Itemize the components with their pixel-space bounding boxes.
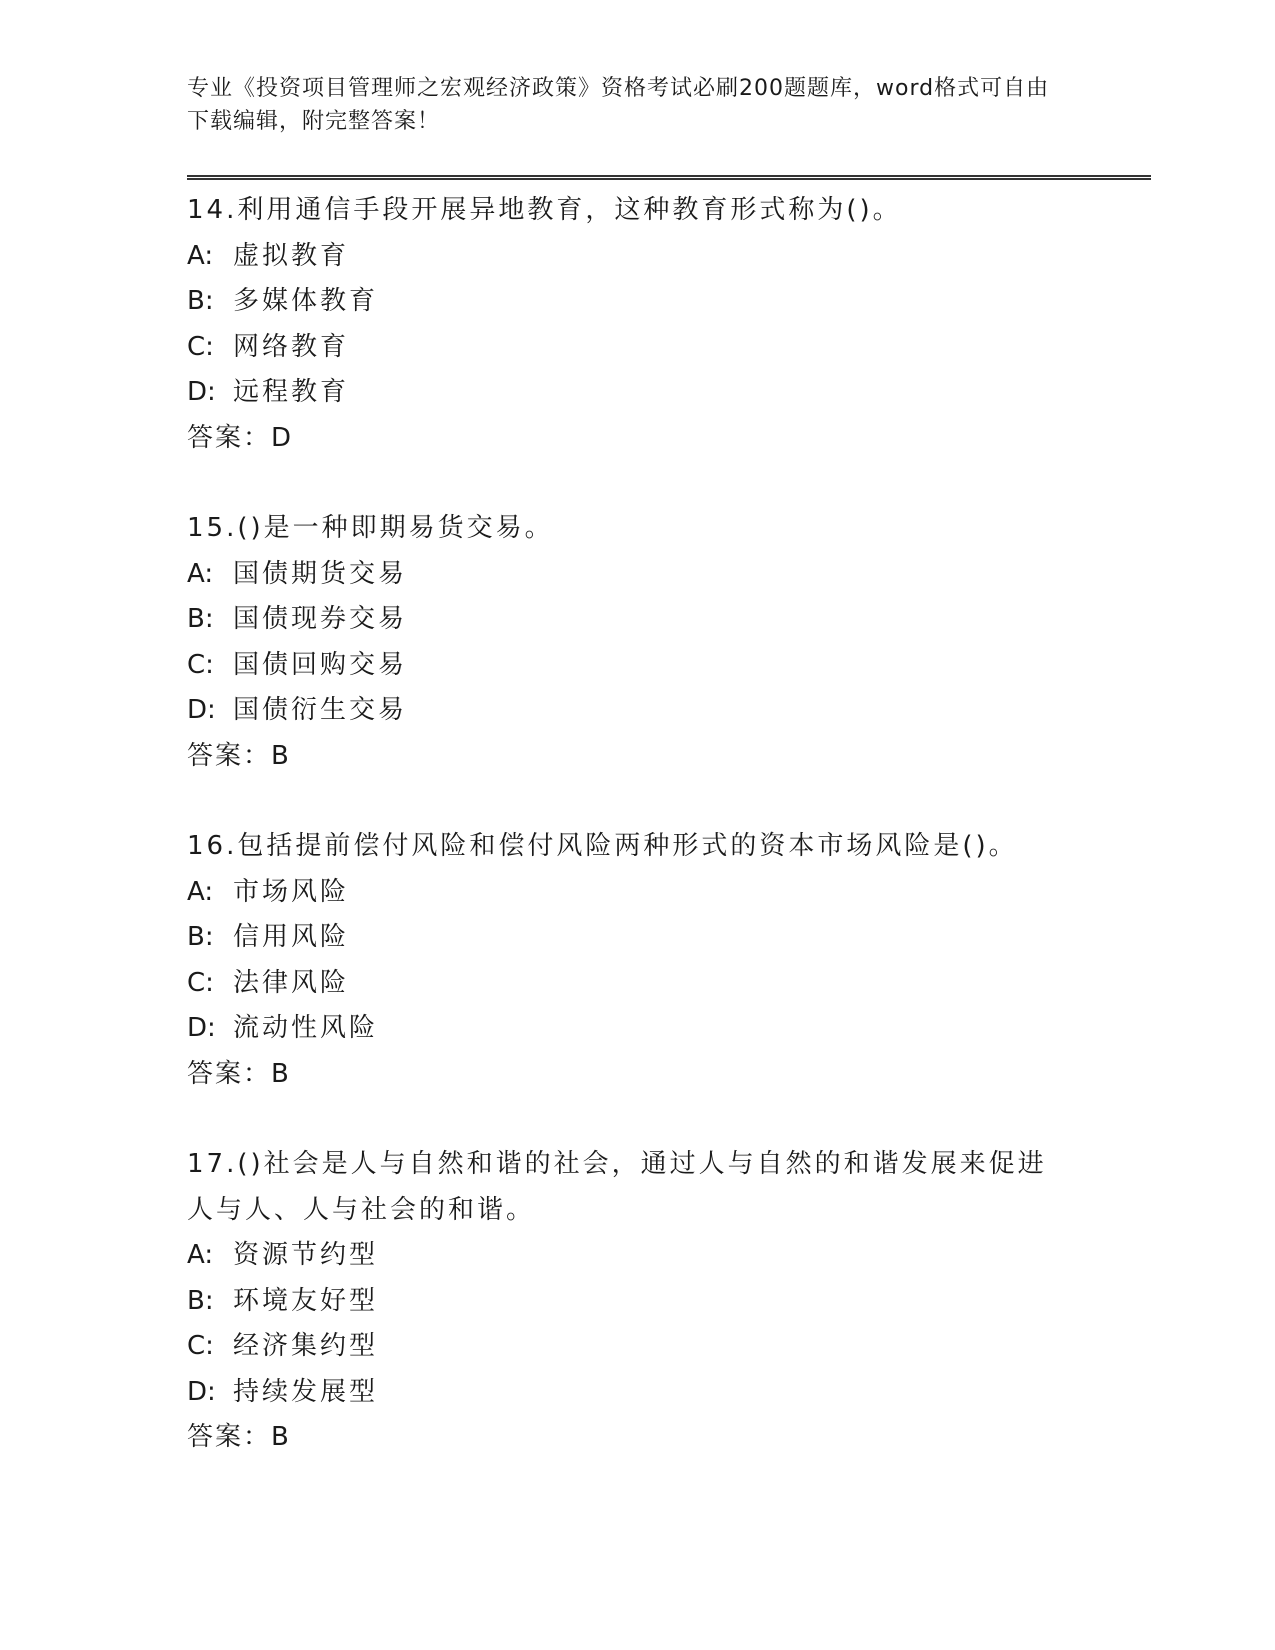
option-letter: C: <box>187 1331 214 1361</box>
document-header: 专业《投资项目管理师之宏观经济政策》资格考试必刷200题题库，word格式可自由下载编辑，附完整答案！ <box>187 76 1050 134</box>
option-text: 虚拟教育 <box>233 240 350 271</box>
answer-label: 答案： <box>187 422 272 453</box>
option-letter: A: <box>187 558 214 589</box>
question-item <box>187 506 1117 779</box>
option-text: 环境友好型 <box>233 1285 379 1316</box>
answer-label: 答案： <box>187 740 272 771</box>
option-text: 信用风险 <box>233 922 350 952</box>
option-a <box>187 1233 1117 1279</box>
question-list <box>187 188 1117 1506</box>
option-letter: D: <box>187 1013 216 1043</box>
answer-label: 答案： <box>187 1058 272 1089</box>
question-item <box>187 188 1117 461</box>
option-letter: C: <box>187 967 214 998</box>
answer-line <box>187 416 1117 462</box>
option-text: 远程教育 <box>233 377 350 407</box>
option-d <box>187 370 1117 416</box>
header-divider <box>187 175 1151 180</box>
option-c <box>187 643 1117 689</box>
answer-line <box>187 734 1117 780</box>
option-text: 资源节约型 <box>233 1240 379 1270</box>
answer-value: D <box>271 422 294 453</box>
option-text: 网络教育 <box>233 331 350 362</box>
option-a <box>187 870 1117 916</box>
option-letter: A: <box>187 240 214 271</box>
option-d <box>187 1370 1117 1416</box>
option-text: 国债衍生交易 <box>233 695 408 725</box>
option-letter: A: <box>187 876 214 907</box>
option-text: 流动性风险 <box>233 1013 379 1043</box>
option-letter: D: <box>187 695 216 725</box>
option-b <box>187 597 1117 643</box>
option-text: 法律风险 <box>233 967 350 998</box>
question-stem: 15.()是一种即期易货交易。 <box>187 513 554 543</box>
option-a <box>187 552 1117 598</box>
option-letter: B: <box>187 922 214 952</box>
option-b <box>187 1279 1117 1325</box>
answer-line <box>187 1415 1117 1461</box>
option-letter: B: <box>187 1285 214 1316</box>
answer-label: 答案： <box>187 1422 272 1452</box>
answer-line <box>187 1052 1117 1098</box>
option-d <box>187 1006 1117 1052</box>
option-text: 持续发展型 <box>233 1376 379 1407</box>
option-text: 国债回购交易 <box>233 649 408 680</box>
option-b <box>187 915 1117 961</box>
option-b <box>187 279 1117 325</box>
question-stem: 16.包括提前偿付风险和偿付风险两种形式的资本市场风险是()。 <box>187 831 1018 861</box>
option-text: 经济集约型 <box>233 1331 379 1361</box>
option-letter: B: <box>187 286 214 316</box>
option-d <box>187 688 1117 734</box>
option-text: 国债期货交易 <box>233 558 408 589</box>
option-letter: C: <box>187 649 214 680</box>
option-text: 多媒体教育 <box>233 286 379 316</box>
option-letter: D: <box>187 1376 216 1407</box>
question-item <box>187 824 1117 1097</box>
option-c <box>187 1324 1117 1370</box>
option-letter: D: <box>187 377 216 407</box>
question-item <box>187 1142 1117 1461</box>
answer-value: B <box>271 1058 291 1089</box>
option-letter: A: <box>187 1240 214 1270</box>
option-text: 国债现券交易 <box>233 604 408 634</box>
option-letter: C: <box>187 331 214 362</box>
answer-value: B <box>271 1422 291 1452</box>
question-stem: 17.()社会是人与自然和谐的社会，通过人与自然的和谐发展来促进人与人、人与社会的和谐。 <box>187 1149 1047 1225</box>
option-a <box>187 234 1117 280</box>
option-c <box>187 325 1117 371</box>
answer-value: B <box>271 740 291 771</box>
option-letter: B: <box>187 604 214 634</box>
option-text: 市场风险 <box>233 876 350 907</box>
question-stem: 14.利用通信手段开展异地教育，这种教育形式称为()。 <box>187 195 902 225</box>
option-c <box>187 961 1117 1007</box>
